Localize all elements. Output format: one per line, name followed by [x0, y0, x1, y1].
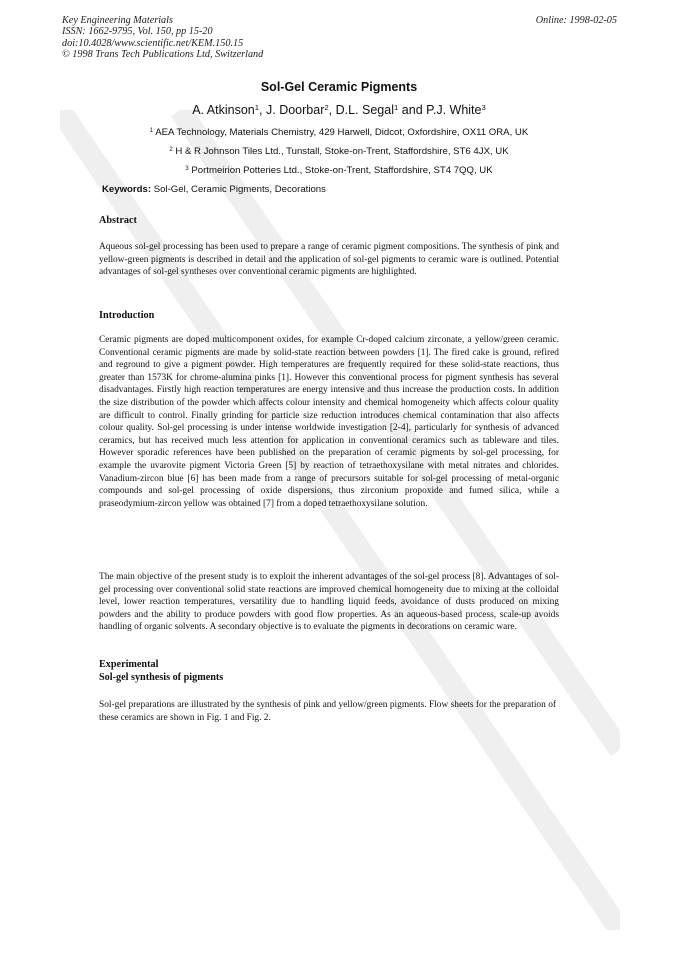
publisher-watermark: [60, 110, 620, 930]
affiliation-list: [0, 124, 678, 181]
affiliation: [0, 162, 678, 181]
doi-line: doi:10.4028/www.scientific.net/KEM.150.15: [62, 37, 244, 49]
author-separator: ,: [259, 103, 266, 117]
abstract-paragraph: Aqueous sol-gel processing has been used to prepare a range of ceramic pigment compositions. The synthesis of pink and yellow-green pigments is described in detail and the application of sol-gel pigments to ceramic ware is outlined. Potential advantages of sol-gel syntheses over conventional ceramic pigments are highlighted.: [99, 242, 559, 278]
introduction-paragraph: Ceramic pigments are doped multicomponent oxides, for example Cr-doped calcium zirconate, a yellow/green ceramic. Conventional ceramic pigments are made by solid-state reaction between powders [1]. The fired cake is ground, refired and reground to give a pigment powder. High temperatures are frequently required for these solid-state reactions, thus greater than 1573K for chrome-alumina pinks [1]. However this conventional process for pigment synthesis has several disadvantages. Firstly high reaction temperatures are energy intensive and thus increase the production costs. In addition the size distribution of the powder which affects colour intensity and chemical homogeneity which affects colour quality are difficult to control. Finally grinding for particle size reduction introduces chemical contamination that also affects colour quality. Sol-gel processing is under intense worldwide investigation [2-4], particularly for synthesis of advanced ceramics, but has received much less attention for application in conventional ceramics such as tableware and tiles. However sporadic references have been published on the preparation of ceramic pigments by sol-gel processing, for example the uvarovite pigment Victoria Green [5] by reaction of tetraethoxysilane with metal nitrates and chlorides. Vanadium-zircon blue [6] has been made from a range of precursors suitable for sol-gel processing of metal-organic compounds and sol-gel processing of oxide dispersions, thus zirconium propoxide and fumed silica, while a praseodymium-zircon yellow was obtained [7] from a doped tetraethoxysilane solution.: [99, 335, 559, 509]
affiliation-mark: 3: [185, 165, 189, 172]
keywords-text: Sol-Gel, Ceramic Pigments, Decorations: [153, 184, 326, 195]
author-name: D.L. Segal: [335, 103, 394, 117]
issn-line: ISSN: 1662-9795, Vol. 150, pp 15-20: [62, 26, 213, 38]
author-affil-mark: 1: [254, 102, 260, 112]
author-separator: ,: [328, 103, 336, 117]
author-affil-mark: 3: [481, 102, 486, 112]
author-affil-mark: 2: [324, 102, 329, 112]
experimental-heading: Experimental: [99, 659, 159, 670]
author-name: J. Doorbar: [266, 103, 325, 117]
paper-title: Sol-Gel Ceramic Pigments: [260, 80, 418, 94]
affiliation: [0, 124, 678, 143]
introduction-heading: Introduction: [99, 310, 155, 321]
experimental-subheading: Sol-gel synthesis of pigments: [99, 672, 224, 683]
author-list: [0, 103, 678, 117]
online-date: Online: 1998-02-05: [535, 15, 617, 26]
author-affil-mark: 1: [394, 102, 399, 112]
affiliation: [0, 143, 678, 162]
keywords-line: [102, 184, 326, 195]
keywords-label: Keywords:: [102, 184, 152, 195]
journal-header: [62, 15, 617, 61]
abstract-heading: Abstract: [99, 215, 137, 226]
author-separator: and: [398, 103, 427, 117]
affiliation-mark: 2: [169, 146, 173, 153]
author-name: A. Atkinson: [192, 103, 255, 117]
experimental-paragraph: Sol-gel preparations are illustrated by the synthesis of pink and yellow/green pigments. Flow sheets for the preparation of these ceramics are shown in Fig. 1 and Fig. 2.: [99, 700, 556, 723]
introduction-paragraph: The main objective of the present study is to exploit the inherent advantages of the sol-gel process [8]. Advantages of sol-gel processing over conventional solid state reactions are improved chemical homogeneity due to mixing at the colloidal level, lower reaction temperatures, versatility due to handling liquid feeds, avoidance of dusts produced on mixing powders and the ability to produce powders with good flow properties. As an aqueous-based process, scale-up avoids handling of organic solvents. A secondary objective is to evaluate the pigments in decorations on ceramic ware.: [99, 572, 559, 633]
author-name: P.J. White: [426, 103, 482, 117]
affiliation-text: H & R Johnson Tiles Ltd., Tunstall, Stoke-on-Trent, Staffordshire, ST6 4JX, UK: [175, 146, 509, 157]
affiliation-text: Portmeirion Potteries Ltd., Stoke-on-Trent, Staffordshire, ST4 7QQ, UK: [191, 165, 493, 176]
affiliation-mark: 1: [149, 127, 154, 134]
journal-name: Key Engineering Materials: [62, 15, 173, 26]
affiliation-text: AEA Technology, Materials Chemistry, 429 Harwell, Didcot, Oxfordshire, OX11 ORA, UK: [155, 127, 529, 138]
copyright-line: © 1998 Trans Tech Publications Ltd, Switzerland: [62, 49, 264, 61]
